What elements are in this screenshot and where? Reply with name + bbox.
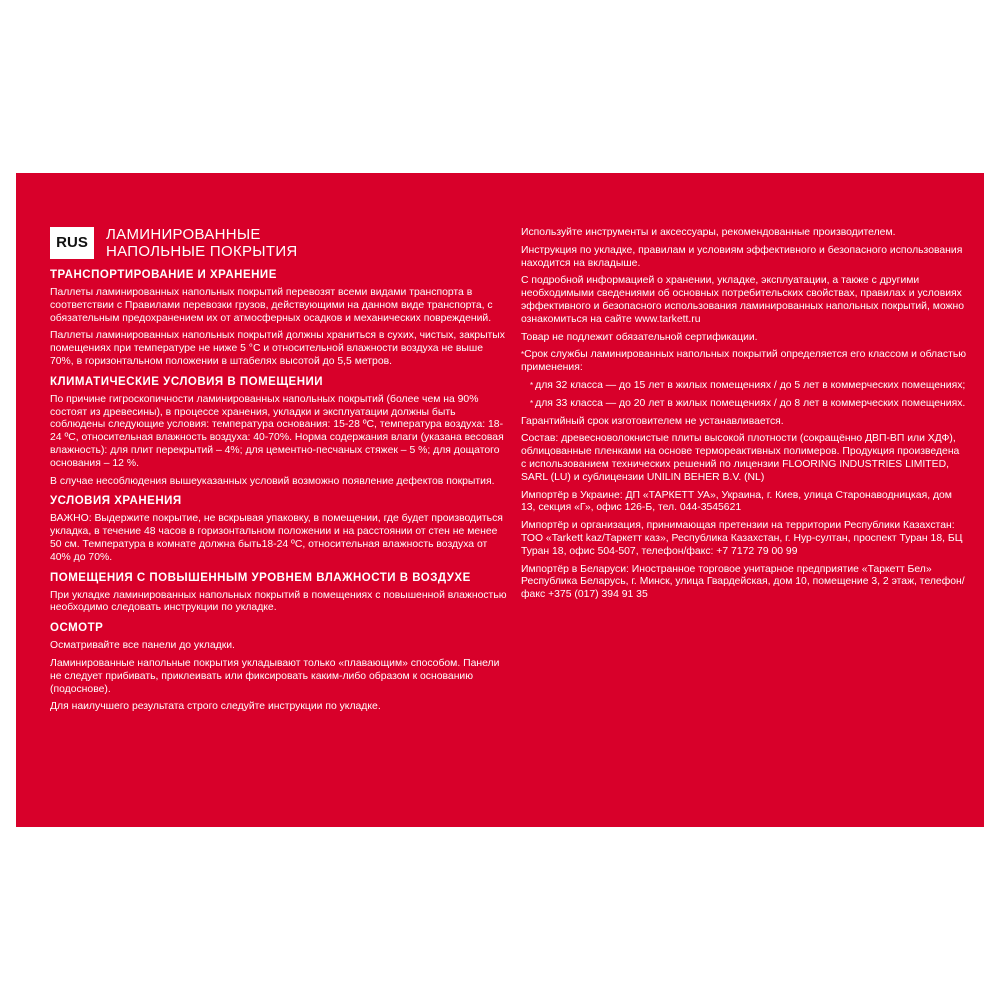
list-item — [521, 398, 967, 411]
paragraph: При укладке ламинированных напольных покрытий в помещениях с повышенной влажностью необходимо следовать инструкции по укладке. — [50, 589, 507, 614]
section-heading: УСЛОВИЯ ХРАНЕНИЯ — [50, 495, 182, 508]
paragraph: Ламинированные напольные покрытия укладывают только «плавающим» способом. Панели не следует прибивать, приклеивать или фиксировать каким-либо образом к основанию (подоснове). — [50, 657, 500, 695]
service-life-paragraph — [521, 349, 967, 375]
section-heading: ТРАНСПОРТИРОВАНИЕ И ХРАНЕНИЕ — [50, 269, 277, 281]
section-storage-conditions — [50, 495, 508, 564]
document-title — [106, 226, 298, 260]
language-badge: RUS — [50, 227, 94, 259]
bullet-mark: * — [530, 380, 534, 390]
paragraph: Осматривайте все панели до укладки. — [50, 640, 235, 652]
paragraph: Для наилучшего результата строго следуйте инструкции по укладке. — [50, 701, 381, 713]
paragraph: Гарантийный срок изготовителем не устанавливается. — [521, 415, 784, 427]
paragraph: По причине гигроскопичности ламинированных напольных покрытий (более чем на 90% состоят из древесины), в процессе хранения, укладки и эксплуатации должны быть соблюдены следующие условия: температура основания: 15-28 ºС, температура воздуха: 18-24 ºС, относительная влажность воздуха: 40-70%. Норма содержания влаги (указана весовая влажность): для плит перекрытий – 4%; для цементно-песчаных стяжек – 5 %; для дощатого основания – 12 %. — [50, 393, 504, 469]
paragraph: Товар не подлежит обязательной сертификации. — [521, 331, 758, 343]
list-item-text: для 32 класса — до 15 лет в жилых помещениях / до 5 лет в коммерческих помещениях; — [535, 379, 966, 391]
footnote-mark: * — [521, 350, 525, 360]
paragraph: ВАЖНО: Выдержите покрытие, не вскрывая упаковку, в помещении, где будет производиться укладка, в течение 48 часов в горизонтальном положении и на расстоянии от стен не менее 50 см. Температура в комнате должна быть18-24 ºС, относительная влажность воздуха от 40% до 70%. — [50, 513, 503, 563]
section-heading: КЛИМАТИЧЕСКИЕ УСЛОВИЯ В ПОМЕЩЕНИИ — [50, 375, 324, 388]
section-heading: ПОМЕЩЕНИЯ С ПОВЫШЕННЫМ УРОВНЕМ ВЛАЖНОСТИ В ВОЗДУХЕ — [50, 571, 471, 584]
paragraph-text: Срок службы ламинированных напольных покрытий определяется его классом и областью применения: — [521, 349, 967, 374]
info-panel — [16, 173, 984, 827]
section-transport-storage — [50, 269, 508, 369]
paragraph: С подробной информацией о хранении, укладке, эксплуатации, а также с другими необходимыми сведениями об основных потребительских свойствах, правилах и условиях эффективного и безопасного использования ламинированных напольных покрытий, можно ознакомиться на сайте www.tarkett.ru — [521, 275, 965, 325]
paragraph: Инструкция по укладке, правилам и условиям эффективного и безопасного использования находится на вкладыше. — [521, 244, 963, 269]
paragraph: Импортёр и организация, принимающая претензии на территории Республики Казахстан: ТОО «Tarkett kaz/Таркетт каз», Республика Казахстан, г. Нур-султан, проспект Туран 18, БЦ Туран 18, офис 504-507, телефон/факс: +7 7172 79 00 99 — [521, 520, 963, 557]
paragraph: Паллеты ламинированных напольных покрытий должны храниться в сухих, чистых, закрытых помещениях при температуре не ниже 5 °С и относительной влажности воздуха не выше 70%, в горизонтальном положении в штабелях высотой до 5,5 метров. — [50, 330, 505, 367]
paragraph: Состав: древесноволокнистые плиты высокой плотности (сокращённо ДВП-ВП или ХДФ), облицованные пленками на основе термореактивных полимеров. Продукция произведена с использованием технических решений по лицензии FLOORING INDUSTRIES LIMITED, SARL (LU) и сублицензии UNILIN BEHER B.V. (NL) — [521, 433, 960, 483]
paragraph: Импортёр в Украине: ДП «ТАРКЕТТ УА», Украина, г. Киев, улица Старонаводницкая, дом 13, секция «Г», офис 126-Б, тел. 044-3545621 — [521, 489, 952, 514]
document-header — [50, 226, 508, 260]
document-title-line2: НАПОЛЬНЫЕ ПОКРЫТИЯ — [106, 243, 298, 260]
section-heading: ОСМОТР — [50, 622, 104, 635]
paragraph: Используйте инструменты и аксессуары, рекомендованные производителем. — [521, 227, 896, 238]
document-title-line1: ЛАМИНИРОВАННЫЕ — [106, 226, 261, 243]
list-item-text: для 33 класса — до 20 лет в жилых помещениях / до 8 лет в коммерческих помещениях. — [535, 397, 966, 409]
list-item — [521, 380, 967, 393]
section-climate-conditions — [50, 376, 508, 489]
left-content — [50, 269, 508, 720]
paragraph: Импортёр в Беларуси: Иностранное торговое унитарное предприятие «Таркетт Бел» Республика Беларусь, г. Минск, улица Гвардейская, дом 10, помещение 3, 2 этаж, телефон/факс +375 (017) 394 91 35 — [521, 563, 965, 601]
paragraph: Паллеты ламинированных напольных покрытий перевозят всеми видами транспорта в соответствии с Правилами перевозки грузов, действующими на данном виде транспорта, с обязательным предохранением их от атмосферных осадков и механических повреждений. — [50, 287, 493, 324]
section-inspection — [50, 622, 508, 714]
bullet-mark: * — [530, 398, 534, 408]
right-content — [521, 227, 967, 607]
section-high-humidity — [50, 572, 508, 616]
paragraph: В случае несоблюдения вышеуказанных условий возможно появление дефектов покрытия. — [50, 475, 495, 487]
